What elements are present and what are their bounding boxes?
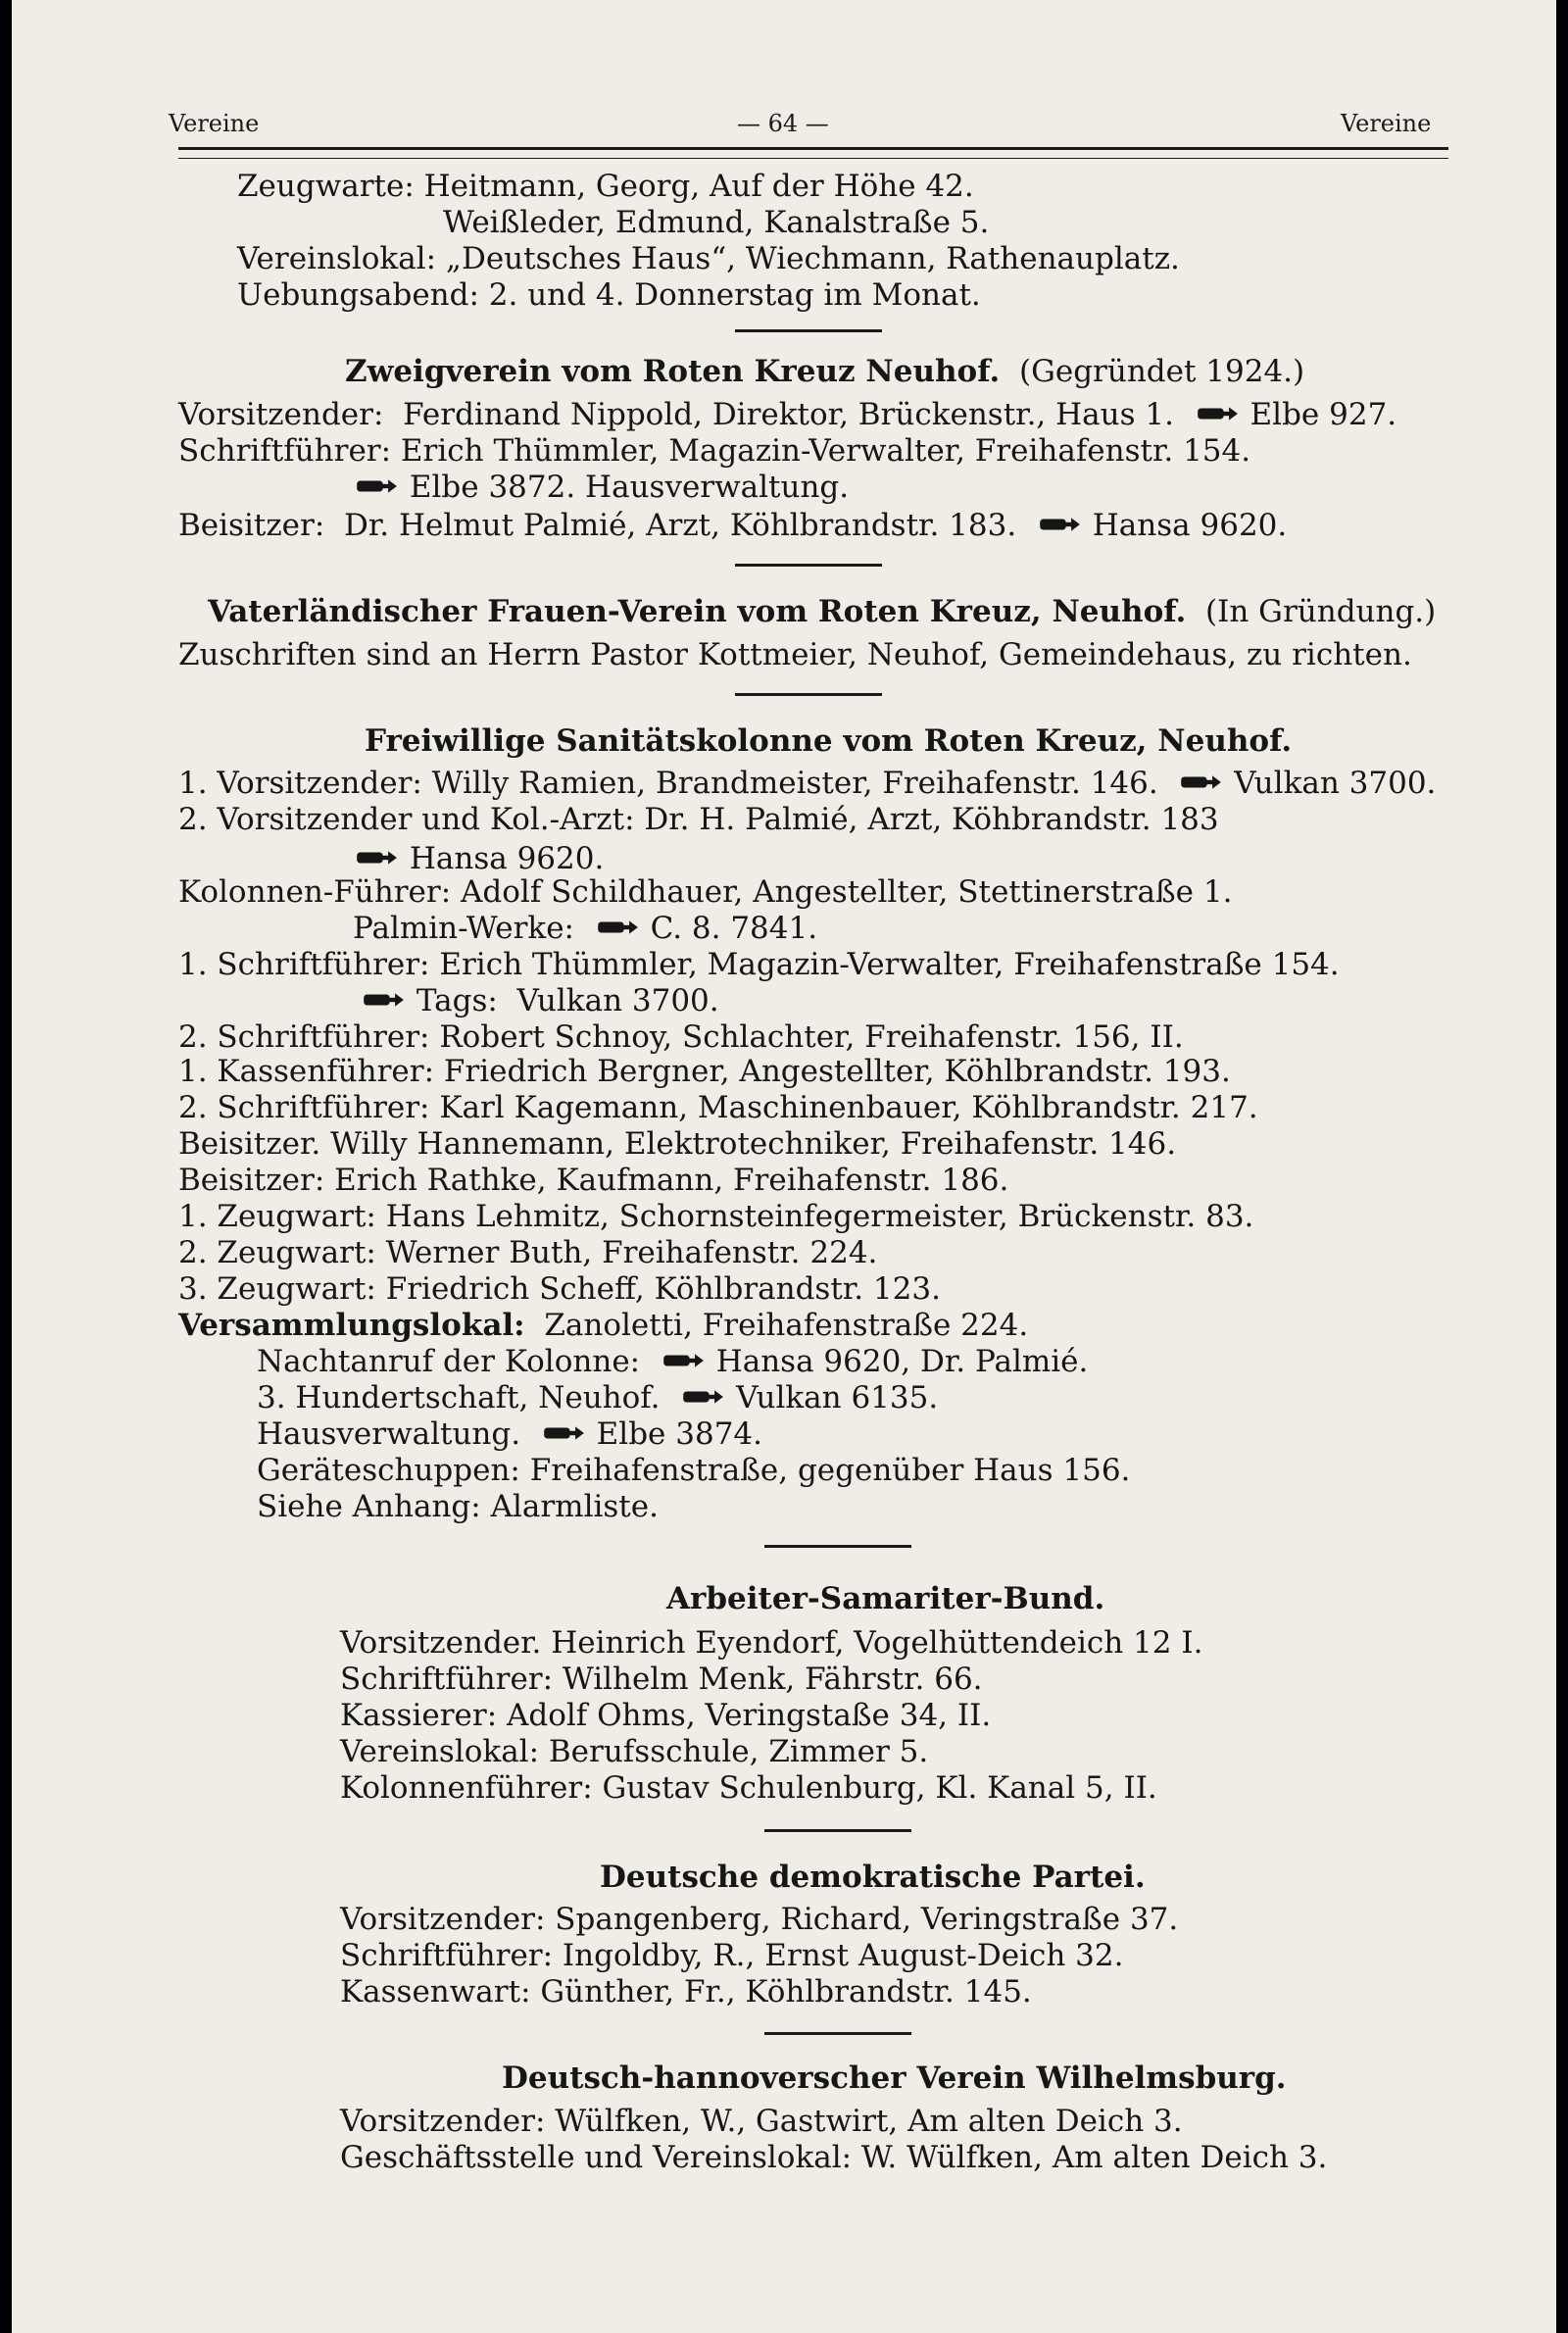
text-line xyxy=(360,981,719,1020)
document-page xyxy=(12,0,1556,2333)
text-line: 1. Kassenführer: Friedrich Bergner, Angestellter, Köhlbrandstr. 193. xyxy=(178,1054,1231,1089)
text-line: Vereinslokal: Berufsschule, Zimmer 5. xyxy=(340,1734,929,1769)
text-line: 1. Zeugwart: Hans Lehmitz, Schornsteinfegermeister, Brückenstr. 83. xyxy=(178,1199,1254,1234)
text-line: Vorsitzender: Wülfken, W., Gastwirt, Am alten Deich 3. xyxy=(340,2104,1183,2139)
phone-number: Tags: Vulkan 3700. xyxy=(416,983,719,1018)
text-line: Geschäftsstelle und Vereinslokal: W. Wülfken, Am alten Deich 3. xyxy=(340,2140,1328,2175)
section-title: Freiwillige Sanitätskolonne vom Roten Kreuz, Neuhof. xyxy=(365,723,1293,759)
text-line: Kolonnenführer: Gustav Schulenburg, Kl. Kanal 5, II. xyxy=(340,1770,1157,1806)
section-rule xyxy=(735,564,882,567)
line-text: 3. Hundertschaft, Neuhof. xyxy=(257,1380,661,1415)
running-head-left: Vereine xyxy=(169,110,260,137)
line-text: Vorsitzender: Ferdinand Nippold, Direktor, Brückenstr., Haus 1. xyxy=(178,397,1174,432)
text-line: 3. Zeugwart: Friedrich Scheff, Köhlbrandstr. 123. xyxy=(178,1271,941,1307)
text-line: 2. Vorsitzender und Kol.-Arzt: Dr. H. Palmié, Arzt, Köhbrandstr. 183 xyxy=(178,802,1219,837)
section-rule xyxy=(764,1829,911,1832)
phone-number: Elbe 927. xyxy=(1250,397,1397,432)
text-line: Zuschriften sind an Herrn Pastor Kottmeier, Neuhof, Gemeindehaus, zu richten. xyxy=(178,637,1412,672)
line-text: Hausverwaltung. xyxy=(257,1416,521,1452)
section-title: Deutsche demokratische Partei. xyxy=(600,1860,1146,1895)
text-line: Vereinslokal: „Deutsches Haus“, Wiechmann, Rathenauplatz. xyxy=(237,241,1180,276)
text-line: Weißleder, Edmund, Kanalstraße 5. xyxy=(443,205,990,240)
line-text: 1. Vorsitzender: Willy Ramien, Brandmeister, Freihafenstr. 146. xyxy=(178,766,1158,801)
telephone-icon xyxy=(360,989,407,1011)
text-line: 2. Zeugwart: Werner Buth, Freihafenstr. 224. xyxy=(178,1235,878,1270)
text-line xyxy=(178,764,1436,803)
text-line: Schriftführer: Erich Thümmler, Magazin-Verwalter, Freihafenstr. 154. xyxy=(178,433,1251,469)
text-line: Schriftführer: Ingoldby, R., Ernst August-Deich 32. xyxy=(340,1938,1124,1973)
phone-number: Hansa 9620. xyxy=(1092,508,1288,543)
text-line xyxy=(257,1342,1088,1381)
section-title: Deutsch-hannoverscher Verein Wilhelmsburg. xyxy=(502,2060,1287,2096)
text-line: Kassierer: Adolf Ohms, Veringstaße 34, II. xyxy=(340,1698,992,1733)
header-double-rule xyxy=(178,147,1448,159)
text-line: Vorsitzender: Spangenberg, Richard, Veringstraße 37. xyxy=(340,1902,1179,1937)
section-title xyxy=(208,592,1436,631)
telephone-icon xyxy=(594,917,641,938)
telephone-icon xyxy=(660,1350,707,1371)
text-line xyxy=(178,506,1287,545)
telephone-icon xyxy=(353,847,400,869)
section-title-text: Vaterländischer Frauen-Verein vom Roten Kreuz, Neuhof. xyxy=(208,594,1187,629)
section-title xyxy=(345,352,1304,391)
section-title: Arbeiter-Samariter-Bund. xyxy=(666,1581,1105,1616)
telephone-icon xyxy=(353,475,400,497)
text-line: Vorsitzender. Heinrich Eyendorf, Vogelhüttendeich 12 I. xyxy=(340,1625,1203,1661)
line-text: Beisitzer: Dr. Helmut Palmié, Arzt, Köhlbrandstr. 183. xyxy=(178,508,1017,543)
section-title-note: (In Gründung.) xyxy=(1205,594,1437,629)
section-rule xyxy=(735,693,882,696)
text-line: Siehe Anhang: Alarmliste. xyxy=(257,1489,659,1524)
section-rule xyxy=(764,1545,911,1548)
text-line: 2. Schriftführer: Robert Schnoy, Schlachter, Freihafenstr. 156, II. xyxy=(178,1019,1184,1055)
telephone-icon xyxy=(679,1386,726,1408)
text-line xyxy=(257,1415,762,1454)
text-line: Kassenwart: Günther, Fr., Köhlbrandstr. 145. xyxy=(340,1974,1032,2010)
telephone-icon xyxy=(1036,514,1083,535)
phone-number: C. 8. 7841. xyxy=(650,911,818,946)
text-line: Kolonnen-Führer: Adolf Schildhauer, Angestellter, Stettinerstraße 1. xyxy=(178,874,1233,910)
text-line: 2. Schriftführer: Karl Kagemann, Maschinenbauer, Köhlbrandstr. 217. xyxy=(178,1090,1258,1125)
line-label: Versammlungslokal: xyxy=(178,1308,525,1343)
telephone-icon xyxy=(540,1422,587,1444)
text-line xyxy=(353,909,817,948)
text-line xyxy=(353,468,849,507)
text-line: Beisitzer. Willy Hannemann, Elektrotechniker, Freihafenstr. 146. xyxy=(178,1126,1177,1162)
text-line: Beisitzer: Erich Rathke, Kaufmann, Freihafenstr. 186. xyxy=(178,1163,1009,1198)
telephone-icon xyxy=(1194,403,1241,424)
section-title-text: Zweigverein vom Roten Kreuz Neuhof. xyxy=(345,354,1001,389)
phone-number: Vulkan 3700. xyxy=(1234,766,1437,801)
telephone-icon xyxy=(1177,771,1224,793)
text-line xyxy=(257,1378,938,1417)
text-line xyxy=(178,1306,1028,1345)
phone-number: Elbe 3874. xyxy=(596,1416,763,1452)
phone-number: Vulkan 6135. xyxy=(736,1380,939,1415)
text-line: Uebungsabend: 2. und 4. Donnerstag im Monat. xyxy=(237,277,981,313)
phone-number: Elbe 3872. Hausverwaltung. xyxy=(409,470,850,505)
phone-number: Hansa 9620. xyxy=(409,841,605,876)
page-number: — 64 — xyxy=(737,110,829,137)
section-rule xyxy=(764,2032,911,2035)
section-rule xyxy=(735,329,882,332)
section-title-note: (Gegründet 1924.) xyxy=(1018,354,1305,389)
text-line: Geräteschuppen: Freihafenstraße, gegenüber Haus 156. xyxy=(257,1453,1131,1488)
running-head-right: Vereine xyxy=(1341,110,1432,137)
text-line: Schriftführer: Wilhelm Menk, Fährstr. 66. xyxy=(340,1662,983,1697)
line-text: Nachtanruf der Kolonne: xyxy=(257,1344,641,1379)
line-text: Palmin-Werke: xyxy=(353,911,574,946)
phone-number: Hansa 9620, Dr. Palmié. xyxy=(715,1344,1089,1379)
text-line xyxy=(178,395,1396,434)
text-line: Zeugwarte: Heitmann, Georg, Auf der Höhe 42. xyxy=(237,169,974,204)
text-line: 1. Schriftführer: Erich Thümmler, Magazin-Verwalter, Freihafenstraße 154. xyxy=(178,947,1340,982)
line-text: Zanoletti, Freihafenstraße 224. xyxy=(544,1308,1029,1343)
